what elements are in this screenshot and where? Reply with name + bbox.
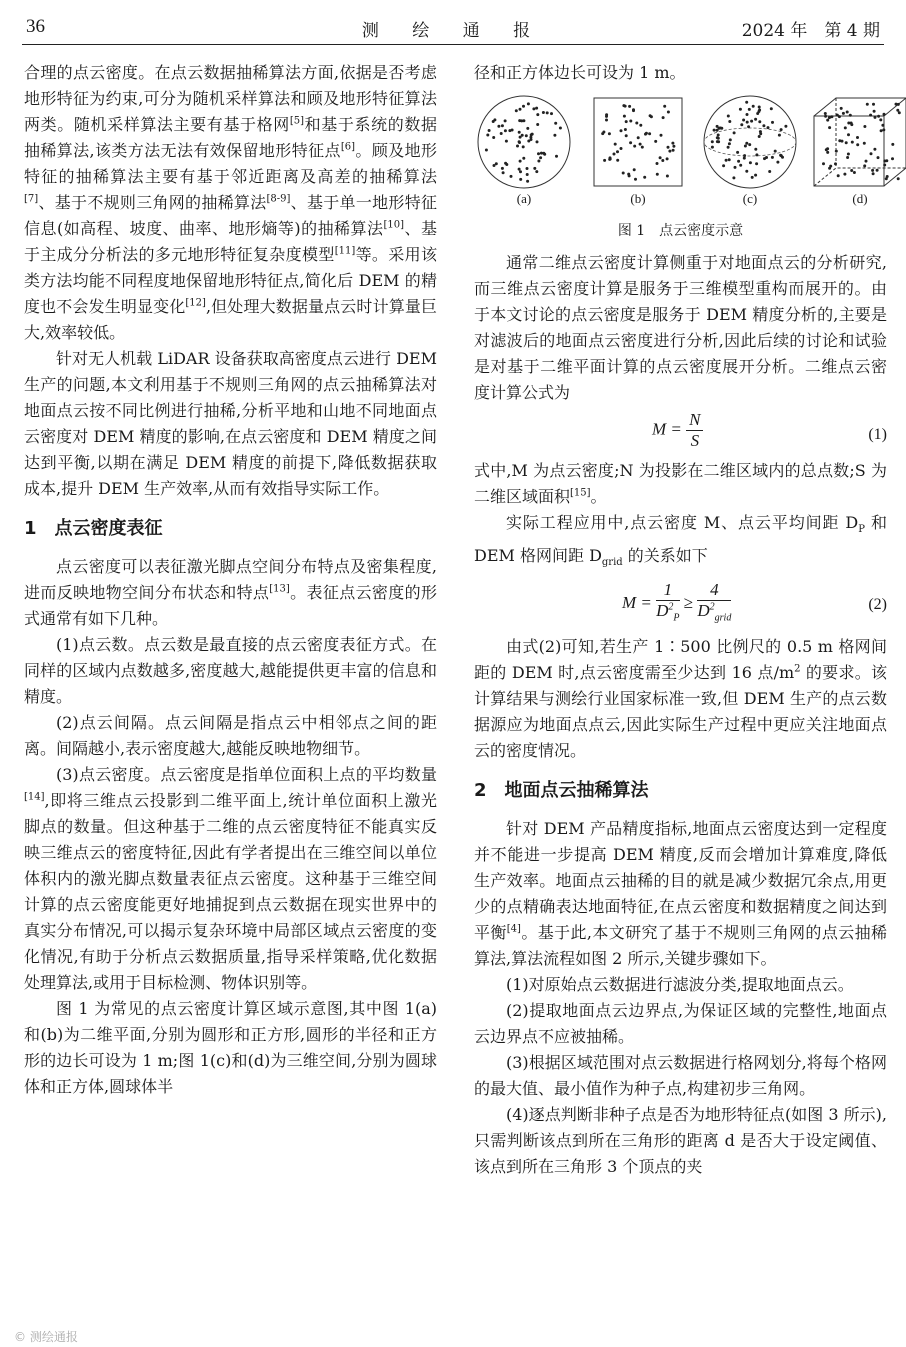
point-dot: [883, 113, 886, 116]
point-dot: [897, 103, 900, 106]
point-dot: [625, 120, 628, 123]
point-dot: [840, 107, 843, 110]
point-dot: [856, 136, 859, 139]
figure-1a: [476, 94, 572, 212]
point-dot: [747, 125, 750, 128]
figure-label: (b): [630, 191, 646, 206]
point-dot: [493, 118, 496, 121]
point-dot: [755, 153, 758, 156]
point-dot: [727, 115, 730, 118]
point-dot: [850, 169, 853, 172]
point-dot: [634, 178, 637, 181]
point-dot: [609, 156, 612, 159]
point-dot: [882, 128, 885, 131]
point-dot: [613, 153, 616, 156]
point-dot: [853, 171, 856, 174]
point-dot: [526, 127, 529, 130]
point-dot: [546, 111, 549, 114]
point-dot: [754, 174, 757, 177]
point-dot: [845, 141, 848, 144]
paragraph: 针对无人机载 LiDAR 设备获取高密度点云进行 DEM 生产的问题,本文利用基于不规则三角网的点云抽稀算法对地面点云按不同比例进行抽稀,分析平地和山地不同地面点云密度对 DEM 精度的影响,在点云密度和 DEM 精度之间达到平衡,以期在满足 DEM 精度的前提下,降低数据获取成本,提升 DEM 生产效率,从而有效指导实际工作。: [24, 349, 437, 498]
equation-number: (1): [868, 426, 887, 443]
point-dot: [877, 156, 880, 159]
point-dot: [554, 122, 557, 125]
point-dot: [745, 101, 748, 104]
point-dot: [822, 162, 825, 165]
point-dot: [869, 114, 872, 117]
left-column: [24, 60, 437, 1100]
point-dot: [758, 106, 761, 109]
point-dot: [897, 177, 900, 180]
point-dot: [872, 172, 875, 175]
point-dot: [881, 124, 884, 127]
point-dot: [527, 102, 530, 105]
point-dot: [732, 176, 735, 179]
point-dot: [525, 134, 528, 137]
point-dot: [488, 129, 491, 132]
paragraph: 图 1 为常见的点云密度计算区域示意图,其中图 1(a)和(b)为二维平面,分别为圆形和正方形,圆形的半径和正方形的边长可设为 1 m;图 1(c)和(d)为三维空间,分别为圆球体和正方体,圆球体半: [24, 999, 437, 1096]
point-dot: [668, 150, 671, 153]
point-dot: [520, 119, 523, 122]
point-dot: [519, 160, 522, 163]
point-dot: [863, 164, 866, 167]
figure-caption: 图 1 点云密度示意: [617, 223, 744, 239]
point-dot: [755, 162, 758, 165]
point-dot: [601, 132, 604, 135]
point-dot: [876, 169, 879, 172]
point-dot: [754, 148, 757, 151]
point-dot: [637, 136, 640, 139]
point-dot: [774, 150, 777, 153]
point-dot: [501, 124, 504, 127]
point-dot: [871, 169, 874, 172]
paragraph: 实际工程应用中,点云密度 M、点云平均间距 $D_P$ 和 DEM 格网间距 $D_{grid}$ 的关系如下: [474, 513, 887, 569]
point-dot: [662, 116, 665, 119]
point-dot: [639, 124, 642, 127]
point-dot: [872, 103, 875, 106]
point-dot: [838, 139, 841, 142]
point-dot: [540, 152, 543, 155]
point-dot: [504, 162, 507, 165]
point-dot: [667, 111, 670, 114]
point-dot: [776, 161, 779, 164]
point-dot: [748, 143, 751, 146]
point-dot: [672, 145, 675, 148]
point-dot: [767, 126, 770, 129]
paragraph: 式中,M 为点云密度;N 为投影在二维区域内的总点数;S 为二维区域面积[15]。: [474, 461, 887, 506]
sphere-density-diagram: [702, 94, 798, 190]
point-dot: [639, 143, 642, 146]
point-dot: [711, 146, 714, 149]
point-dot: [865, 160, 868, 163]
point-dot: [784, 125, 787, 128]
square-density-diagram: [590, 94, 686, 190]
point-dot: [532, 107, 535, 110]
point-dot: [515, 109, 518, 112]
point-dot: [719, 127, 722, 130]
point-dot: [635, 122, 638, 125]
point-dot: [526, 167, 529, 170]
point-dot: [886, 175, 889, 178]
journal-title: 测 绘 通 报: [361, 21, 545, 41]
point-dot: [727, 146, 730, 149]
equation-1: M = $\frac{N}{S}$ (1): [652, 410, 887, 450]
page-header: [22, 8, 884, 45]
point-dot: [739, 164, 742, 167]
point-dot: [666, 175, 669, 178]
point-dot: [722, 164, 725, 167]
figure-label: (a): [516, 191, 532, 206]
point-dot: [826, 119, 829, 122]
point-dot: [711, 140, 714, 143]
point-dot: [826, 151, 829, 154]
point-dot: [537, 152, 540, 155]
paragraph: (3)根据区域范围对点云数据进行格网划分,将每个格网的最大值、最小值作为种子点,构建初步三角网。: [474, 1053, 887, 1099]
point-dot: [734, 166, 737, 169]
point-dot: [748, 108, 751, 111]
point-dot: [778, 134, 781, 137]
point-dot: [643, 176, 646, 179]
point-dot: [847, 133, 850, 136]
point-dot: [749, 161, 752, 164]
paragraph: 通常二维点云密度计算侧重于对地面点云的分析研究,而三维点云密度计算是服务于三维模型重构而展开的。由于本文讨论的点云密度是服务于 DEM 精度分析的,主要是对滤波后的地面点云密度进行分析,因此后续的讨论和试验是对基于二维平面计算的点云密度展开分析。二维点云密度计算公式为: [474, 253, 887, 402]
point-dot: [873, 148, 876, 151]
paragraph: 合理的点云密度。在点云数据抽稀算法方面,依据是否考虑地形特征为约束,可分为随机采样算法和顾及地形特征算法两类。随机采样算法主要有基于格网[5]和基于系统的数据抽稀算法,该类方法无法有效保留地形特征点[6]。顾及地形特征的抽稀算法主要有基于邻近距离及高差的抽稀算法[7]、基于不规则三角网的抽稀算法[8-9]、基于单一地形特征信息(如高程、坡度、曲率、地形熵等)的抽稀算法[10]、基于主成分分析法的多元地形特征复杂度模型[11]等。采用该类方法均能不同程度地保留地形特征点,简化后 DEM 的精度也不会发生明显变化[12],但处理大数据量点云时计算量巨大,效率较低。: [24, 63, 437, 342]
point-dot: [667, 146, 670, 149]
point-dot: [624, 128, 627, 131]
point-dot: [605, 113, 608, 116]
point-dot: [628, 105, 631, 108]
point-dot: [743, 157, 746, 160]
point-dot: [500, 132, 503, 135]
point-dot: [745, 170, 748, 173]
point-dot: [555, 155, 558, 158]
section-heading-2: 2 地面点云抽稀算法: [474, 780, 649, 802]
point-dot: [656, 162, 659, 165]
point-dot: [492, 136, 495, 139]
point-dot: [485, 149, 488, 152]
point-dot: [866, 103, 869, 106]
figure-label: (d): [852, 191, 868, 206]
point-dot: [645, 132, 648, 135]
point-dot: [728, 120, 731, 123]
point-dot: [863, 125, 866, 128]
point-dot: [739, 108, 742, 111]
point-dot: [603, 159, 606, 162]
point-dot: [625, 134, 628, 137]
point-dot: [633, 168, 636, 171]
point-dot: [519, 170, 522, 173]
point-dot: [847, 153, 850, 156]
point-dot: [836, 114, 839, 117]
paragraph: 由式(2)可知,若生产 1∶500 比例尺的 0.5 m 格网间距的 DEM 时,点云密度需至少达到 16 点$/m^2$ 的要求。该计算结果与测绘行业国家标准一致,但 DEM 生产的点云数据源应为地面点点云,因此实际生产过程中更应关注地面点云的密度情况。: [474, 637, 887, 761]
point-dot: [891, 157, 894, 160]
point-dot: [780, 128, 783, 131]
point-dot: [535, 107, 538, 110]
equation-number: (2): [868, 596, 887, 614]
point-dot: [518, 140, 521, 143]
point-dot: [754, 118, 757, 121]
point-dot: [750, 120, 753, 123]
point-dot: [779, 154, 782, 157]
section-heading-1: 1 点云密度表征: [24, 518, 163, 539]
paragraph: (3)点云密度。点云密度是指单位面积上点的平均数量[14],即将三维点云投影到二维平面上,统计单位面积上激光脚点的数量。但这种基于二维的点云密度特征不能真实反映三维点云的密度特征,因此有学者提出在三维空间以单位体积内的激光脚点数量表征点云密度。这种基于三维空间计算的点云密度能更好地捕捉到点云数据在现实世界中的真实分布情况,可以揭示复杂环境中局部区域点云密度的变化情况,有助于分析点云数据质量,指导采样策略,优化数据处理算法,或用于目标检测、物体识别等。: [24, 765, 437, 992]
point-dot: [736, 151, 739, 154]
point-dot: [518, 131, 521, 134]
point-dot: [521, 134, 524, 137]
point-dot: [842, 112, 845, 115]
point-dot: [516, 145, 519, 148]
figure-1b: [590, 94, 686, 212]
point-dot: [605, 119, 608, 122]
point-dot: [824, 112, 827, 115]
point-dot: [553, 134, 556, 137]
point-dot: [620, 129, 623, 132]
point-dot: [522, 145, 525, 148]
point-dot: [550, 112, 553, 115]
point-dot: [740, 123, 743, 126]
point-dot: [661, 159, 664, 162]
point-dot: [531, 133, 534, 136]
point-dot: [879, 118, 882, 121]
point-dot: [518, 168, 521, 171]
point-dot: [771, 121, 774, 124]
point-dot: [825, 148, 828, 151]
watermark: © 测绘通报: [14, 1330, 78, 1344]
point-dot: [536, 123, 539, 126]
point-dot: [758, 135, 761, 138]
circle-density-diagram: [476, 94, 572, 190]
point-dot: [510, 175, 513, 178]
point-dot: [526, 173, 529, 176]
point-dot: [663, 105, 666, 108]
point-dot: [745, 142, 748, 145]
point-dot: [650, 115, 653, 118]
right-column: [474, 60, 887, 1180]
point-dot: [751, 176, 754, 179]
paragraph: (2)提取地面点云边界点,为保证区域的完整性,地面点云边界点不应被抽稀。: [474, 1001, 887, 1047]
point-dot: [728, 142, 731, 145]
point-dot: [757, 110, 760, 113]
point-dot: [880, 129, 883, 132]
point-dot: [508, 129, 511, 132]
point-dot: [632, 109, 635, 112]
page-number: 36: [26, 16, 45, 37]
point-dot: [502, 171, 505, 174]
point-dot: [623, 115, 626, 118]
point-dot: [752, 105, 755, 108]
point-dot: [758, 120, 761, 123]
point-dot: [846, 111, 849, 114]
figure-1: [474, 94, 887, 244]
point-dot: [883, 164, 886, 167]
figure-1c: [702, 94, 798, 212]
point-dot: [896, 109, 899, 112]
paragraph: (1)点云数。点云数是最直接的点云密度表征方式。在同样的区域内点数越多,密度越大,越能提供更丰富的信息和精度。: [24, 635, 437, 706]
point-dot: [504, 119, 507, 122]
point-dot: [622, 172, 625, 175]
point-dot: [629, 141, 632, 144]
point-dot: [828, 116, 831, 119]
point-dot: [873, 110, 876, 113]
point-dot: [742, 119, 745, 122]
point-dot: [716, 136, 719, 139]
point-dot: [522, 157, 525, 160]
point-dot: [616, 150, 619, 153]
point-dot: [519, 178, 522, 181]
point-dot: [849, 114, 852, 117]
point-dot: [501, 167, 504, 170]
point-dot: [535, 170, 538, 173]
point-dot: [608, 132, 611, 135]
point-dot: [716, 140, 719, 143]
point-dot: [717, 134, 720, 137]
point-dot: [672, 149, 675, 152]
point-dot: [620, 147, 623, 150]
paragraph: (1)对原始点云数据进行滤波分类,提取地面点云。: [506, 975, 854, 995]
point-dot: [616, 159, 619, 162]
point-dot: [844, 126, 847, 129]
point-dot: [834, 162, 837, 165]
point-dot: [728, 158, 731, 161]
point-dot: [771, 156, 774, 159]
point-dot: [744, 145, 747, 148]
point-dot: [746, 121, 749, 124]
point-dot: [768, 170, 771, 173]
point-dot: [874, 116, 877, 119]
point-dot: [762, 124, 765, 127]
point-dot: [877, 115, 880, 118]
point-dot: [539, 156, 542, 159]
point-dot: [486, 134, 489, 137]
point-dot: [654, 140, 657, 143]
point-dot: [835, 150, 838, 153]
point-dot: [851, 141, 854, 144]
paragraph: 径和正方体边长可设为 1 m。: [474, 63, 686, 82]
point-dot: [536, 113, 539, 116]
point-dot: [627, 173, 630, 176]
point-dot: [559, 127, 562, 130]
point-dot: [891, 143, 894, 146]
point-dot: [614, 143, 617, 146]
point-dot: [648, 132, 651, 135]
point-dot: [530, 138, 533, 141]
point-dot: [537, 160, 540, 163]
point-dot: [765, 156, 768, 159]
point-dot: [733, 131, 736, 134]
point-dot: [656, 173, 659, 176]
point-dot: [660, 134, 663, 137]
point-dot: [828, 126, 831, 129]
point-dot: [624, 105, 627, 108]
point-dot: [497, 125, 500, 128]
point-dot: [666, 157, 669, 160]
point-dot: [729, 138, 732, 141]
point-dot: [863, 142, 866, 145]
point-dot: [659, 156, 662, 159]
point-dot: [633, 145, 636, 148]
point-dot: [856, 143, 859, 146]
point-dot: [629, 120, 632, 123]
issue-label: 2024 年 第 4 期: [741, 21, 880, 41]
point-dot: [536, 140, 539, 143]
point-dot: [519, 108, 522, 111]
paragraph: (2)点云间隔。点云间隔是指点云中相邻点之间的距离。间隔越小,表示密度越大,越能反映地物细节。: [24, 713, 437, 758]
point-dot: [847, 122, 850, 125]
point-dot: [526, 180, 529, 183]
paragraph: (4)逐点判断非种子点是否为地形特征点(如图 3 所示),只需判断该点到所在三角形的距离 d 是否大于设定阈值、该点到所在三角形 3 个顶点的夹: [474, 1105, 887, 1177]
paragraph: 点云密度可以表征激光脚点空间分布特点及密集程度,进而反映地物空间分布状态和特点[13]。表征点云密度的形式通常有如下几种。: [24, 557, 437, 628]
point-dot: [829, 165, 832, 168]
figure-label: (c): [742, 191, 758, 206]
point-dot: [641, 146, 644, 149]
point-dot: [870, 152, 873, 155]
point-dot: [725, 159, 728, 162]
point-dot: [504, 129, 507, 132]
point-dot: [843, 173, 846, 176]
point-dot: [542, 111, 545, 114]
figure-1d: [810, 94, 906, 212]
point-dot: [759, 132, 762, 135]
point-dot: [850, 123, 853, 126]
point-dot: [746, 113, 749, 116]
point-dot: [493, 164, 496, 167]
point-dot: [770, 107, 773, 110]
point-dot: [824, 115, 827, 118]
point-dot: [522, 105, 525, 108]
point-dot: [671, 142, 674, 145]
point-dot: [505, 140, 508, 143]
cube-density-diagram: [810, 94, 906, 190]
paragraph: 针对 DEM 产品精度指标,地面点云密度达到一定程度并不能进一步提高 DEM 精度,反而会增加计算难度,降低生产效率。地面点云抽稀的目的就是减少数据冗余点,用更少的点精确表达地面特征,在点云密度和数据精度之间达到平衡[4]。基于此,本文研究了基于不规则三角网的点云抽稀算法,算法流程如图 2 所示,关键步骤如下。: [474, 819, 887, 969]
point-dot: [533, 167, 536, 170]
point-dot: [837, 174, 840, 177]
equation-2: M = $\frac{1}{D^2_P}$ ≥ $\frac{4}{D^2_{grid}}$ (2): [622, 580, 887, 624]
point-dot: [713, 129, 716, 132]
point-dot: [885, 159, 888, 162]
point-dot: [846, 156, 849, 159]
point-dot: [737, 160, 740, 163]
